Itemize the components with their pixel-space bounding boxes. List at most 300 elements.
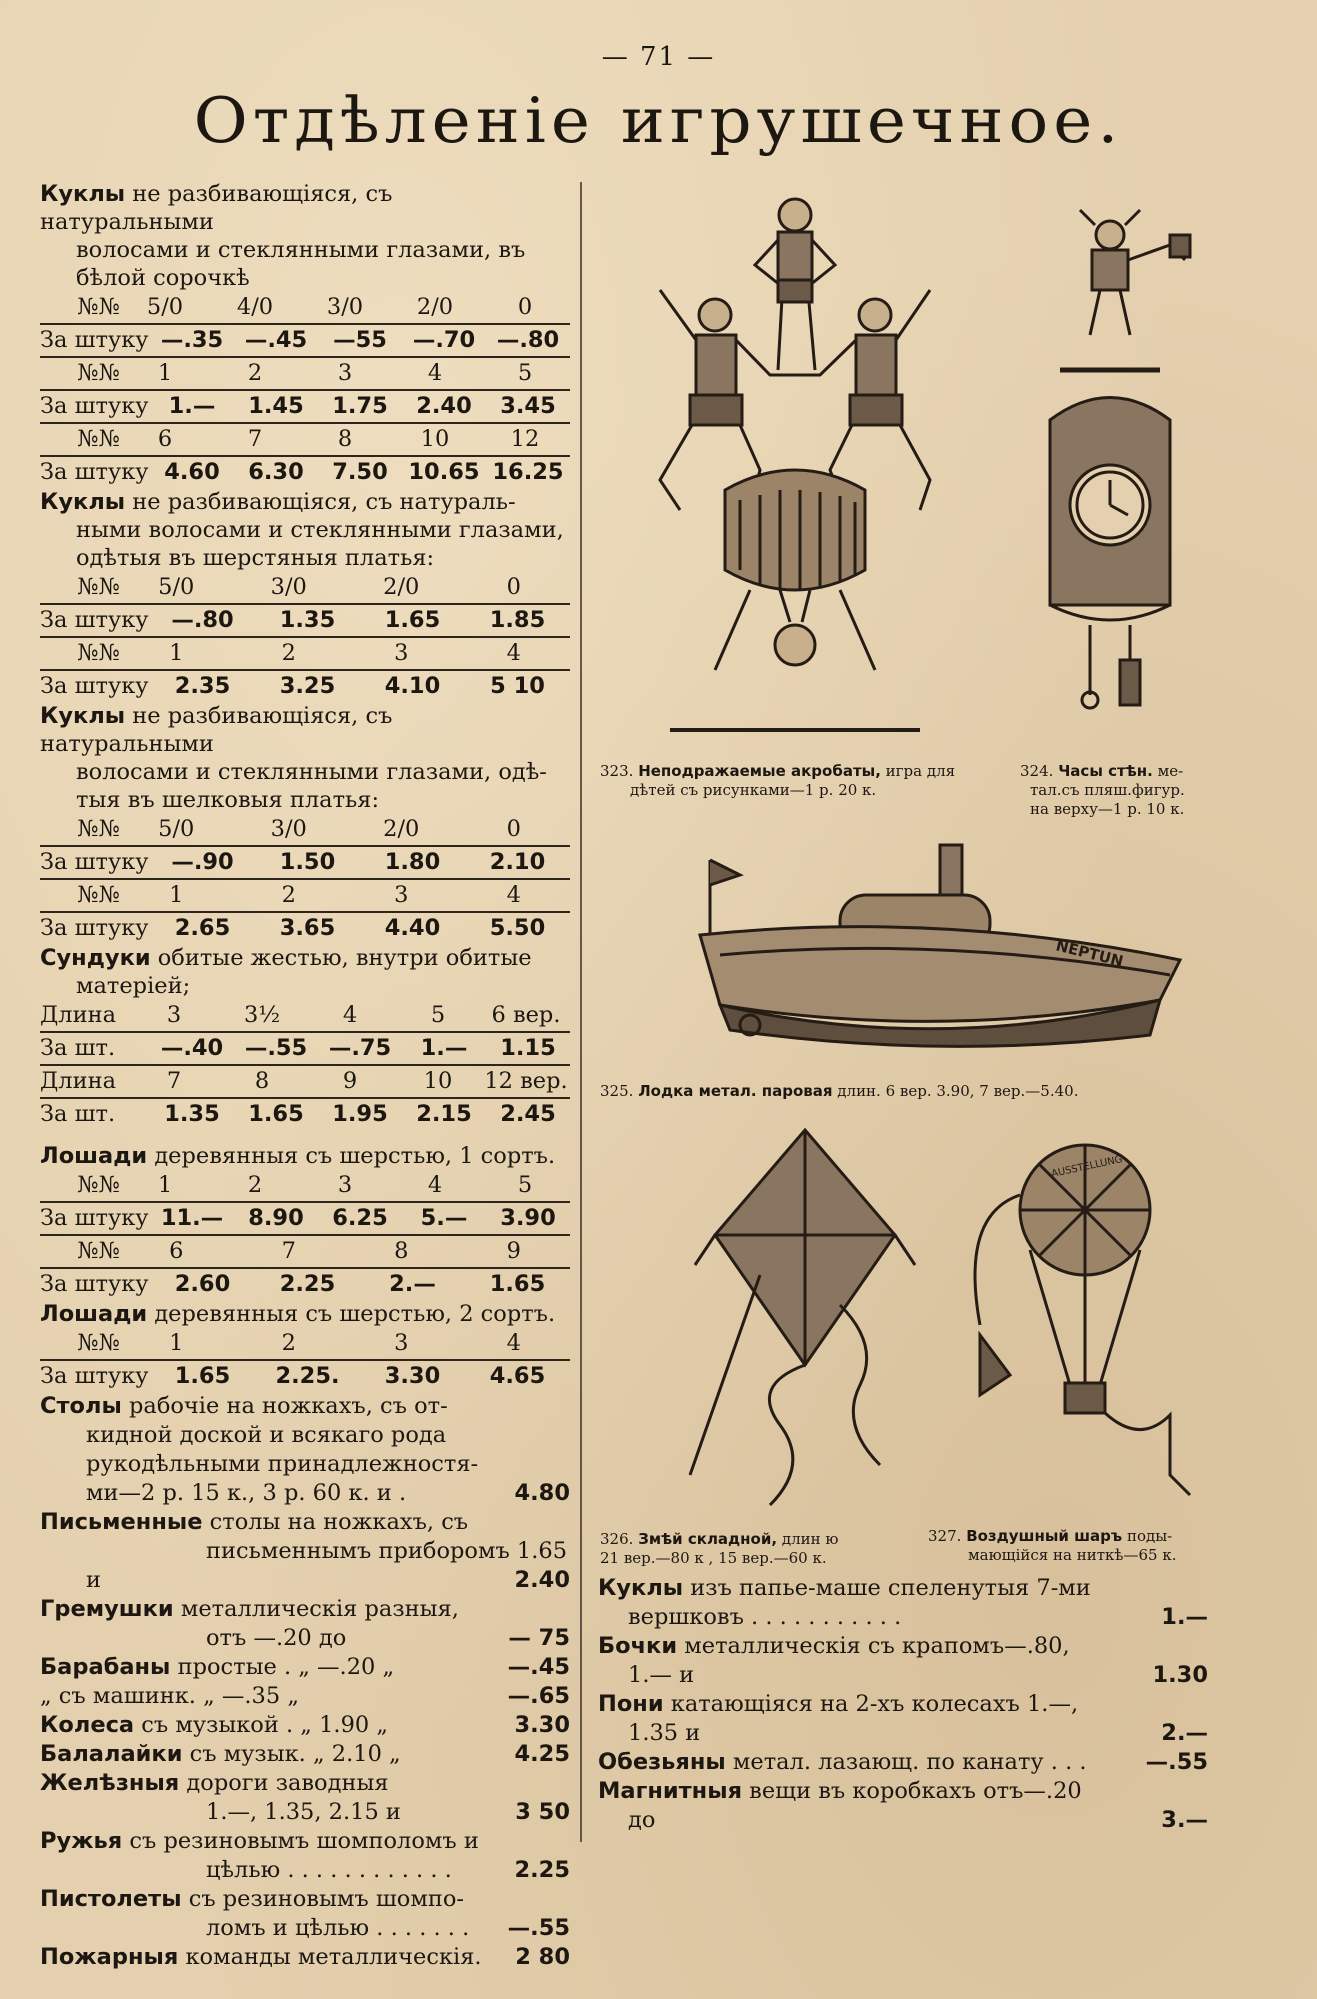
price-cell: 1.50 <box>279 849 336 875</box>
item-lead: Письменные <box>40 1509 203 1535</box>
number-row <box>40 1064 570 1097</box>
item-text: столы на ножкахъ, съ <box>202 1509 469 1535</box>
dolls-silk-dress-heading <box>40 702 570 814</box>
price-cell: 1.35 <box>164 1101 220 1127</box>
price-row <box>40 323 570 356</box>
number-row <box>40 636 570 669</box>
item-text: дороги заводныя <box>179 1770 389 1796</box>
price-row <box>40 389 570 422</box>
number-cell: 12 вер. <box>484 1068 568 1094</box>
horses-second-grade-heading <box>40 1300 570 1328</box>
number-row <box>40 1234 570 1267</box>
right-item-list <box>598 1574 1208 1835</box>
number-cell: 2/0 <box>383 574 420 600</box>
horses-first-grade-heading <box>40 1142 570 1170</box>
number-row-label: №№ <box>77 426 120 452</box>
price-cell: 1.75 <box>332 393 388 419</box>
price-cell: 1.65 <box>174 1363 231 1389</box>
price-cell: 1.65 <box>384 607 441 633</box>
dolls-silk-dress-cont1: волосами и стеклянными глазами, одѣ- <box>76 759 547 785</box>
number-cell: 8 <box>254 1068 270 1094</box>
item-lead: Желѣзныя <box>40 1770 180 1796</box>
number-cell: 7 <box>247 426 263 452</box>
price-row-label: За штуку <box>40 327 149 353</box>
price-cell: 1.35 <box>279 607 336 633</box>
number-cell: 6 вер. <box>491 1002 561 1028</box>
figure-325-caption: 325. Лодка метал. паровая длин. 6 вер. 3.90, 7 вер.—5.40. <box>600 1082 1079 1100</box>
catalog-item <box>40 1711 570 1740</box>
item-lead: Куклы <box>598 1575 684 1601</box>
price-row-label: За штуку <box>40 1205 149 1231</box>
price-row-label: За штуку <box>40 849 149 875</box>
item-text: ми—2 р. 15 к., 3 р. 60 к. и . <box>86 1480 407 1506</box>
item-text: кидной доской и всякаго рода <box>86 1422 447 1448</box>
item-line <box>40 1885 570 1914</box>
figure-326-caption: 326. Змѣй складной, длин ю 21 вер.—80 к , 15 вер.—60 к. <box>600 1530 839 1567</box>
number-cell: 4 <box>427 1172 443 1198</box>
number-row <box>40 292 570 323</box>
kite-illustration <box>680 1125 930 1515</box>
price-cell: —.80 <box>496 327 560 353</box>
price-cell: 1.95 <box>332 1101 388 1127</box>
price-row <box>40 1267 570 1300</box>
price-cell: 2.25. <box>275 1363 340 1389</box>
item-text: цѣлью . . . . . . . . . . . . <box>206 1857 452 1883</box>
item-price: 2.40 <box>514 1567 570 1593</box>
price-cell: 2.40 <box>416 393 472 419</box>
catalog-item <box>40 1595 570 1653</box>
item-price: —.55 <box>1145 1749 1208 1775</box>
left-column <box>40 180 570 1972</box>
item-price: 4.80 <box>514 1480 570 1506</box>
number-row-label: №№ <box>77 1172 120 1198</box>
number-cell: 2/0 <box>383 816 420 842</box>
number-cell: 8 <box>394 1238 409 1264</box>
item-line <box>40 1943 570 1972</box>
number-cell: 5 <box>517 1172 533 1198</box>
price-cell: 1.— <box>168 393 216 419</box>
price-row <box>40 1359 570 1392</box>
item-price: 3.30 <box>514 1712 570 1738</box>
balloon-label: AUSSTELLUNG <box>1050 1154 1124 1180</box>
number-cell: 4 <box>342 1002 358 1028</box>
price-cell: 2.45 <box>500 1101 556 1127</box>
price-row-label: За штуку <box>40 1271 149 1297</box>
number-cell: 1 <box>157 360 173 386</box>
number-cell: 5/0 <box>146 294 184 320</box>
price-cell: 4.10 <box>384 673 441 699</box>
item-price: 1.30 <box>1152 1662 1208 1688</box>
boat-name-label: NEPTUN <box>1054 936 1126 971</box>
balloon-illustration <box>940 1125 1210 1515</box>
dolls-woolen-shirt-heading <box>40 180 570 292</box>
item-lead: Колеса <box>40 1712 135 1738</box>
item-line <box>40 1740 570 1769</box>
catalog-item <box>40 1769 570 1827</box>
number-row <box>40 572 570 603</box>
item-line <box>598 1719 1208 1748</box>
price-cell: 1.15 <box>500 1035 556 1061</box>
price-row-label: За шт. <box>40 1101 116 1127</box>
number-cell: 4 <box>506 640 521 666</box>
price-row <box>40 1031 570 1064</box>
dolls-silk-dress-text: не разбивающіяся, съ натуральными <box>40 703 393 757</box>
item-text: катающіяся на 2-хъ колесахъ 1.—, <box>663 1691 1079 1717</box>
number-cell: 2 <box>281 1330 296 1356</box>
item-price: 2.25 <box>514 1857 570 1883</box>
price-cell: 7.50 <box>332 459 388 485</box>
chests-text: обитые жестью, внутри обитые <box>150 945 532 971</box>
price-cell: 2.35 <box>174 673 231 699</box>
number-row <box>40 814 570 845</box>
number-cell: 10 <box>420 426 450 452</box>
number-row <box>40 1000 570 1031</box>
item-line <box>598 1748 1208 1777</box>
number-row <box>40 1328 570 1359</box>
price-row-label: За штуку <box>40 607 149 633</box>
steamboat-illustration <box>660 840 1220 1060</box>
chests-heading <box>40 944 570 1000</box>
item-text: метал. лазающ. по канату . . . <box>725 1749 1087 1775</box>
item-line <box>598 1574 1208 1603</box>
item-line <box>598 1603 1208 1632</box>
price-cell: 1.65 <box>489 1271 546 1297</box>
figure-327-caption: 327. Воздушный шаръ поды- мающійся на ниткѣ—65 к. <box>928 1527 1177 1564</box>
item-text: съ музык. „ 2.10 „ <box>182 1741 401 1767</box>
number-cell: 3/0 <box>270 574 307 600</box>
number-cell: 1 <box>157 1172 173 1198</box>
number-cell: 4 <box>427 360 443 386</box>
number-row-label: №№ <box>77 1330 120 1356</box>
number-cell: 3 <box>394 1330 409 1356</box>
dolls-woolen-dress-cont2: одѣтыя въ шерстяныя платья: <box>76 545 435 571</box>
price-row-label: За штуку <box>40 915 149 941</box>
number-cell: 9 <box>342 1068 358 1094</box>
number-row-label: №№ <box>77 882 120 908</box>
price-cell: 1.85 <box>489 607 546 633</box>
number-cell: 9 <box>506 1238 521 1264</box>
item-price: 2.— <box>1161 1720 1208 1746</box>
price-cell: 5.50 <box>489 915 546 941</box>
number-cell: 2 <box>247 360 263 386</box>
price-row-label: За штуку <box>40 459 149 485</box>
number-row-label: Длина <box>40 1068 116 1094</box>
price-cell: 2.25 <box>279 1271 336 1297</box>
dolls-woolen-dress-lead: Куклы <box>40 489 126 515</box>
item-text: рабочіе на ножкахъ, съ от- <box>121 1393 448 1419</box>
catalog-item <box>40 1943 570 1972</box>
number-cell: 4 <box>506 882 521 908</box>
item-text: металлическія съ крапомъ—.80, <box>677 1633 1070 1659</box>
number-cell: 3 <box>394 640 409 666</box>
item-lead: Бочки <box>598 1633 678 1659</box>
item-text: 1.—, 1.35, 2.15 и <box>206 1799 401 1825</box>
dolls-woolen-dress-cont1: ными волосами и стеклянными глазами, <box>76 517 564 543</box>
catalog-item <box>598 1632 1208 1690</box>
price-cell: —.70 <box>412 327 476 353</box>
horses-first-grade-lead: Лошади <box>40 1143 148 1169</box>
price-cell: 4.40 <box>384 915 441 941</box>
price-cell: 3.25 <box>279 673 336 699</box>
item-line <box>40 1682 570 1711</box>
item-price: 3 50 <box>515 1799 570 1825</box>
price-cell: 2.— <box>389 1271 436 1297</box>
number-cell: 4 <box>506 1330 521 1356</box>
price-cell: 2.60 <box>174 1271 231 1297</box>
price-row <box>40 1097 570 1130</box>
item-text: письменнымъ приборомъ 1.65 и <box>86 1538 568 1593</box>
price-cell: 4.60 <box>164 459 220 485</box>
number-cell: 3 <box>337 360 353 386</box>
item-price: —.45 <box>507 1654 570 1680</box>
item-lead: Столы <box>40 1393 122 1419</box>
item-line <box>40 1479 570 1508</box>
number-row-label: №№ <box>77 816 120 842</box>
catalog-item <box>40 1885 570 1943</box>
price-row <box>40 911 570 944</box>
price-row-label: За штуку <box>40 1363 149 1389</box>
number-cell: 1 <box>169 640 184 666</box>
item-line <box>40 1711 570 1740</box>
price-cell: —.80 <box>171 607 234 633</box>
price-cell: 5.— <box>420 1205 468 1231</box>
item-text: ломъ и цѣлью . . . . . . . <box>206 1915 470 1941</box>
figure-323-caption: 323. Неподражаемые акробаты, игра для дѣтей съ рисунками—1 р. 20 к. <box>600 762 956 799</box>
item-text: до <box>628 1807 656 1833</box>
number-cell: 6 <box>157 426 173 452</box>
item-line <box>40 1537 570 1595</box>
price-cell: 1.65 <box>248 1101 304 1127</box>
dolls-woolen-shirt-lead: Куклы <box>40 181 126 207</box>
number-row-label: №№ <box>77 574 120 600</box>
price-cell: 3.90 <box>500 1205 556 1231</box>
item-text: изъ папье-маше спеленутыя 7-ми <box>683 1575 1091 1601</box>
horses-second-grade-text: деревянныя съ шерстью, 2 сортъ. <box>147 1301 556 1327</box>
price-cell: —.90 <box>171 849 234 875</box>
number-cell: 5/0 <box>158 574 195 600</box>
catalog-item <box>40 1740 570 1769</box>
item-line <box>40 1798 570 1827</box>
number-cell: 3/0 <box>326 294 364 320</box>
number-cell: 5 <box>517 360 533 386</box>
number-cell: 3/0 <box>270 816 307 842</box>
number-row-label: Длина <box>40 1002 116 1028</box>
item-price: —.55 <box>507 1915 570 1941</box>
number-cell: 6 <box>169 1238 184 1264</box>
item-lead: Пистолеты <box>40 1886 182 1912</box>
item-line <box>598 1690 1208 1719</box>
page-title: Отдѣленіе игрушечное. <box>193 83 1124 158</box>
item-line <box>40 1392 570 1421</box>
number-cell: 10 <box>423 1068 453 1094</box>
price-row-label: За штуку <box>40 673 149 699</box>
item-lead: Балалайки <box>40 1741 183 1767</box>
item-text: съ музыкой . „ 1.90 „ <box>134 1712 389 1738</box>
item-line <box>40 1624 570 1653</box>
number-row <box>40 356 570 389</box>
column-divider <box>580 182 582 1842</box>
horses-second-grade-lead: Лошади <box>40 1301 148 1327</box>
price-row <box>40 1201 570 1234</box>
item-line <box>40 1450 570 1479</box>
acrobats-illustration <box>630 190 960 740</box>
price-cell: 5 10 <box>490 673 545 699</box>
price-cell: 1.45 <box>248 393 304 419</box>
dolls-silk-dress-cont2: тыя въ шелковыя платья: <box>76 787 380 813</box>
price-cell: —.55 <box>244 1035 308 1061</box>
number-cell: 1 <box>169 1330 184 1356</box>
number-cell: 2 <box>281 882 296 908</box>
item-line <box>40 1508 570 1537</box>
number-cell: 0 <box>506 574 521 600</box>
dolls-woolen-shirt-text: не разбивающіяся, съ натуральными <box>40 181 393 235</box>
clock-illustration <box>1020 205 1210 725</box>
price-cell: —.45 <box>244 327 308 353</box>
catalog-item <box>40 1653 570 1682</box>
item-line <box>598 1777 1208 1806</box>
number-row-label: №№ <box>77 294 120 320</box>
item-text: съ резиновымъ шомполомъ и <box>122 1828 479 1854</box>
price-cell: 3.65 <box>279 915 336 941</box>
horses-first-grade-text: деревянныя съ шерстью, 1 сортъ. <box>147 1143 556 1169</box>
catalog-item <box>598 1748 1208 1777</box>
catalog-item <box>40 1392 570 1508</box>
spacer <box>40 1130 570 1142</box>
item-price: — 75 <box>508 1625 570 1651</box>
number-row <box>40 422 570 455</box>
item-text: 1.35 и <box>628 1720 701 1746</box>
item-line <box>40 1653 570 1682</box>
number-cell: 3½ <box>243 1002 281 1028</box>
price-cell: 11.— <box>160 1205 224 1231</box>
item-line <box>40 1421 570 1450</box>
number-cell: 0 <box>506 816 521 842</box>
number-cell: 5 <box>430 1002 446 1028</box>
price-row-label: За шт. <box>40 1035 116 1061</box>
item-text: „ съ машинк. „ —.35 „ <box>40 1683 299 1709</box>
number-cell: 3 <box>394 882 409 908</box>
dolls-woolen-dress-heading <box>40 488 570 572</box>
item-line <box>40 1769 570 1798</box>
price-cell: —.40 <box>160 1035 224 1061</box>
item-text: вершковъ . . . . . . . . . . . <box>628 1604 902 1630</box>
item-text: съ резиновымъ шомпо- <box>181 1886 464 1912</box>
price-row <box>40 603 570 636</box>
number-row <box>40 1170 570 1201</box>
item-text: 1.— и <box>628 1662 695 1688</box>
catalog-item <box>598 1690 1208 1748</box>
number-cell: 2 <box>247 1172 263 1198</box>
price-cell: 2.65 <box>174 915 231 941</box>
item-price: 3.— <box>1161 1807 1208 1833</box>
chests-cont1: матеріей; <box>76 973 191 999</box>
item-text: простые . „ —.20 „ <box>170 1654 395 1680</box>
number-cell: 7 <box>166 1068 182 1094</box>
catalog-item <box>598 1777 1208 1835</box>
number-cell: 5/0 <box>158 816 195 842</box>
item-lead: Обезьяны <box>598 1749 726 1775</box>
price-cell: 3.30 <box>384 1363 441 1389</box>
item-lead: Пони <box>598 1691 664 1717</box>
price-row <box>40 845 570 878</box>
number-cell: 2/0 <box>416 294 454 320</box>
number-cell: 0 <box>517 294 533 320</box>
dolls-woolen-shirt-cont1: волосами и стеклянными глазами, въ <box>76 237 526 263</box>
number-cell: 8 <box>337 426 353 452</box>
number-row-label: №№ <box>77 640 120 666</box>
catalog-item <box>40 1827 570 1885</box>
price-row <box>40 455 570 488</box>
price-cell: 10.65 <box>408 459 480 485</box>
price-row <box>40 669 570 702</box>
item-text: отъ —.20 до <box>206 1625 347 1651</box>
price-row-label: За штуку <box>40 393 149 419</box>
item-text: команды металлическія. <box>178 1944 482 1970</box>
item-line <box>598 1632 1208 1661</box>
item-line <box>40 1914 570 1943</box>
item-lead: Барабаны <box>40 1654 171 1680</box>
price-cell: —.75 <box>328 1035 392 1061</box>
number-row-label: №№ <box>77 360 120 386</box>
catalog-item <box>598 1574 1208 1632</box>
item-lead: Гремушки <box>40 1596 174 1622</box>
price-cell: 6.30 <box>248 459 304 485</box>
dolls-silk-dress-lead: Куклы <box>40 703 126 729</box>
item-line <box>40 1827 570 1856</box>
item-price: 1.— <box>1161 1604 1208 1630</box>
item-text: рукодѣльными принадлежностя- <box>86 1451 479 1477</box>
item-line <box>598 1661 1208 1690</box>
item-lead: Ружья <box>40 1828 123 1854</box>
dolls-woolen-dress-text: не разбивающіяся, съ натураль- <box>125 489 516 515</box>
number-cell: 1 <box>169 882 184 908</box>
price-cell: 16.25 <box>492 459 564 485</box>
item-text: вещи въ коробкахъ отъ—.20 <box>742 1778 1082 1804</box>
number-row <box>40 878 570 911</box>
price-cell: 8.90 <box>248 1205 304 1231</box>
item-text: металлическія разныя, <box>173 1596 459 1622</box>
item-line <box>598 1806 1208 1835</box>
item-line <box>40 1595 570 1624</box>
dolls-woolen-shirt-cont2: бѣлой сорочкѣ <box>76 265 250 291</box>
price-cell: —.35 <box>160 327 224 353</box>
price-cell: —55 <box>333 327 387 353</box>
number-cell: 2 <box>281 640 296 666</box>
price-cell: 2.10 <box>489 849 546 875</box>
item-lead: Магнитныя <box>598 1778 743 1804</box>
item-price: 2 80 <box>515 1944 570 1970</box>
item-line <box>40 1856 570 1885</box>
price-cell: 2.15 <box>416 1101 472 1127</box>
page-number: — 71 — <box>601 42 716 72</box>
price-cell: 3.45 <box>500 393 556 419</box>
item-price: 4.25 <box>514 1741 570 1767</box>
price-cell: 4.65 <box>489 1363 546 1389</box>
price-cell: 1.80 <box>384 849 441 875</box>
item-lead: Пожарныя <box>40 1944 179 1970</box>
number-cell: 3 <box>166 1002 182 1028</box>
number-cell: 3 <box>337 1172 353 1198</box>
number-cell: 7 <box>281 1238 296 1264</box>
item-price: —.65 <box>507 1683 570 1709</box>
catalog-item <box>40 1682 570 1711</box>
number-cell: 12 <box>510 426 540 452</box>
figure-324-caption: 324. Часы стѣн. ме- тал.съ пляш.фигур. на верху—1 р. 10 к. <box>1020 762 1185 818</box>
price-cell: 6.25 <box>332 1205 388 1231</box>
chests-lead: Сундуки <box>40 945 151 971</box>
number-row-label: №№ <box>77 1238 120 1264</box>
price-cell: 1.— <box>420 1035 468 1061</box>
